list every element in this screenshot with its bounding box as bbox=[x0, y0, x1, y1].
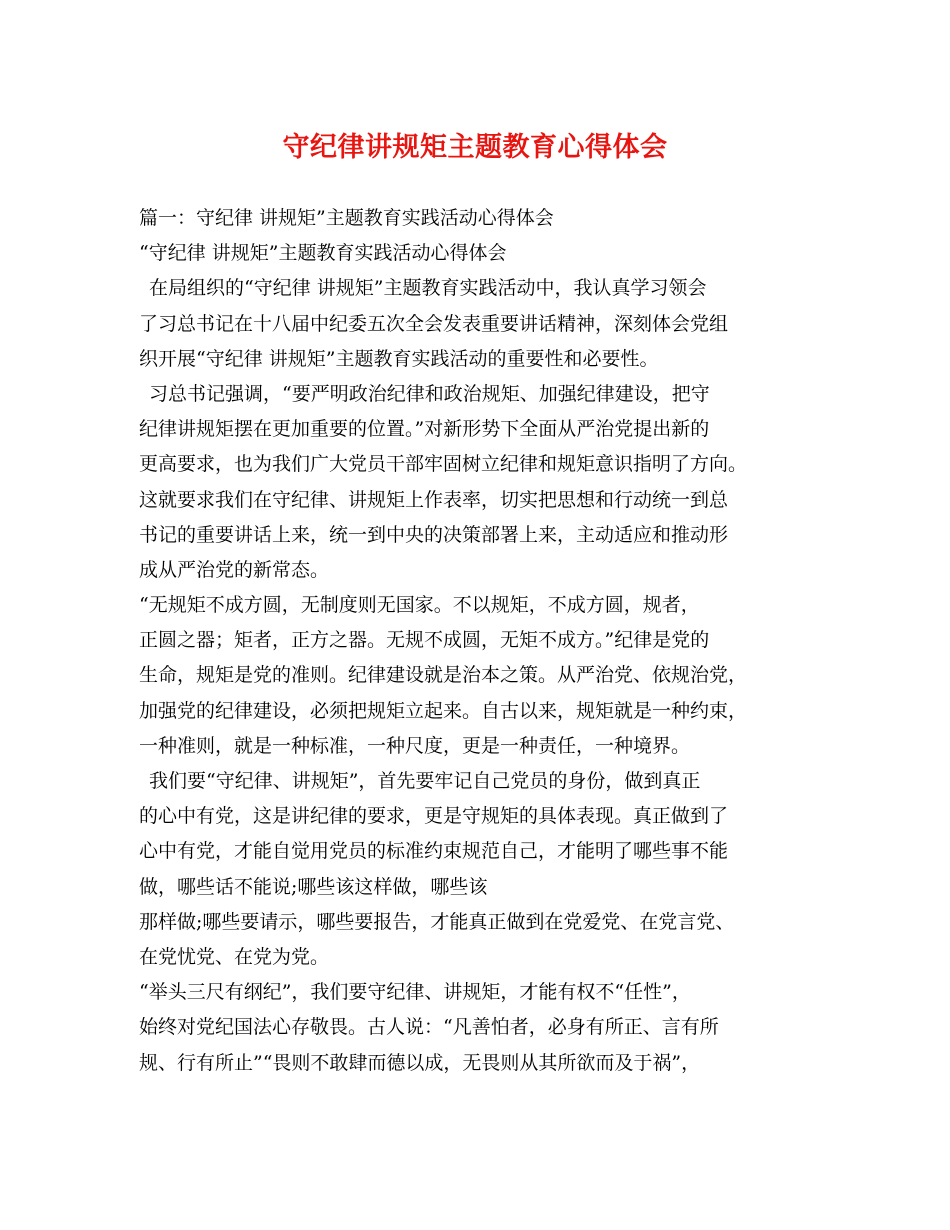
paragraph-line: 书记的重要讲话上来，统一到中央的决策部署上来，主动适应和推动形 bbox=[139, 523, 729, 546]
subheading: “守纪律 讲规矩”主题教育实践活动心得体会 bbox=[139, 242, 507, 265]
paragraph-line: 织开展“守纪律 讲规矩”主题教育实践活动的重要性和必要性。 bbox=[139, 347, 659, 370]
paragraph-line: 纪律讲规矩摆在更加重要的位置。”对新形势下全面从严治党提出新的 bbox=[139, 418, 710, 441]
paragraph-line: 规、行有所止”“畏则不敢肆而德以成，无畏则从其所欲而及于祸”， bbox=[139, 1051, 701, 1074]
paragraph-line: “举头三尺有纲纪”，我们要守纪律、讲规矩，才能有权不“任性”， bbox=[139, 981, 691, 1004]
paragraph-line: 一种准则，就是一种标准，一种尺度，更是一种责任，一种境界。 bbox=[139, 734, 691, 757]
document-body bbox=[139, 201, 829, 1081]
paragraph-line: 我们要“守纪律、讲规矩”，首先要牢记自己党员的身份，做到真正 bbox=[149, 770, 701, 792]
paragraph-line: 更高要求，也为我们广大党员干部牢固树立纪律和规矩意识指明了方向。 bbox=[139, 453, 748, 476]
paragraph-line: 的心中有党，这是讲纪律的要求，更是守规矩的具体表现。真正做到了 bbox=[139, 805, 729, 828]
paragraph-line: 正圆之器；矩者，正方之器。无规不成圆，无矩不成方。”纪律是党的 bbox=[139, 629, 710, 652]
paragraph-line: “无规矩不成方圆，无制度则无国家。不以规矩，不成方圆，规者， bbox=[139, 594, 700, 617]
paragraph-line: 那样做;哪些要请示，哪些要报告，才能真正做到在党爱党、在党言党、 bbox=[139, 910, 735, 933]
paragraph-line: 心中有党，才能自觉用党员的标准约束规范自己，才能明了哪些事不能 bbox=[139, 840, 729, 863]
paragraph-line: 在党忧党、在党为党。 bbox=[139, 945, 330, 968]
paragraph-line: 了习总书记在十八届中纪委五次全会发表重要讲话精神，深刻体会党组 bbox=[139, 312, 729, 335]
paragraph-line: 加强党的纪律建设，必须把规矩立起来。自古以来，规矩就是一种约束， bbox=[139, 699, 748, 722]
paragraph-line: 始终对党纪国法心存敬畏。古人说：“凡善怕者，必身有所正、言有所 bbox=[139, 1016, 719, 1039]
document-title: 守纪律讲规矩主题教育心得体会 bbox=[282, 132, 668, 163]
section-heading: 篇一：守纪律 讲规矩”主题教育实践活动心得体会 bbox=[139, 207, 554, 229]
paragraph-line: 成从严治党的新常态。 bbox=[139, 558, 330, 581]
paragraph-line: 在局组织的“守纪律 讲规矩”主题教育实践活动中，我认真学习领会 bbox=[149, 277, 707, 300]
paragraph-line: 生命，规矩是党的准则。纪律建设就是治本之策。从严治党、依规治党， bbox=[139, 664, 748, 687]
paragraph-line: 习总书记强调，“要严明政治纪律和政治规矩、加强纪律建设，把守 bbox=[149, 382, 710, 405]
paragraph-line: 这就要求我们在守纪律、讲规矩上作表率，切实把思想和行动统一到总 bbox=[139, 488, 729, 511]
paragraph-line: 做，哪些话不能说;哪些该这样做，哪些该 bbox=[139, 875, 488, 898]
